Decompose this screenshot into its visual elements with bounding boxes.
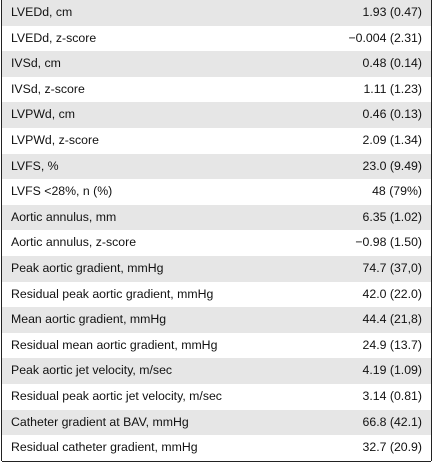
row-label: LVFS, % — [11, 158, 59, 173]
table-row — [2, 358, 431, 384]
row-value: 1.11 (1.23) — [363, 81, 422, 96]
row-label: Mean aortic gradient, mmHg — [11, 312, 167, 327]
row-label: LVFS <28%, n (%) — [11, 184, 113, 199]
row-value: 1.93 (0.47) — [362, 5, 422, 19]
table-row — [2, 384, 431, 410]
row-value: 24.9 (13.7) — [362, 337, 422, 352]
row-label: Catheter gradient at BAV, mmHg — [11, 414, 189, 429]
row-value: 44.4 (21,8) — [362, 312, 422, 327]
row-label: Residual peak aortic jet velocity, m/sec — [11, 388, 222, 403]
row-value: 0.46 (0.13) — [362, 107, 422, 122]
table-row — [2, 51, 431, 77]
table-row — [2, 333, 431, 359]
table-row — [2, 256, 431, 282]
table-row — [2, 282, 431, 308]
row-value: −0.004 (2.31) — [348, 30, 422, 45]
measurements-table — [2, 0, 431, 462]
table-row — [2, 0, 431, 26]
table-row — [2, 435, 431, 461]
row-value: 0.48 (0.14) — [362, 56, 422, 71]
row-value: 32.7 (20.9) — [302, 435, 431, 461]
measurements-table-container — [1, 0, 432, 461]
row-value: 66.8 (42.1) — [362, 414, 422, 429]
row-value: 42.0 (22.0) — [362, 286, 422, 301]
row-value: 23.0 (9.49) — [362, 158, 422, 173]
row-label: Peak aortic jet velocity, m/sec — [11, 363, 173, 378]
row-label: Residual catheter gradient, mmHg — [2, 435, 302, 461]
table-row — [2, 230, 431, 256]
row-label: Residual mean aortic gradient, mmHg — [11, 337, 218, 352]
row-label: IVSd, cm — [11, 56, 61, 71]
table-row — [2, 26, 431, 52]
row-label: LVEDd, z-score — [11, 30, 97, 45]
table-row — [2, 102, 431, 128]
table-row — [2, 205, 431, 231]
row-label: Residual peak aortic gradient, mmHg — [11, 286, 214, 301]
table-row — [2, 154, 431, 180]
table-row — [2, 307, 431, 333]
table-row — [2, 77, 431, 103]
table-row — [2, 410, 431, 436]
row-label: LVEDd, cm — [11, 5, 73, 19]
table-row — [2, 179, 431, 205]
row-value: 6.35 (1.02) — [362, 209, 422, 224]
row-value: 2.09 (1.34) — [362, 132, 422, 147]
row-label: Peak aortic gradient, mmHg — [11, 260, 164, 275]
row-value: −0.98 (1.50) — [355, 235, 422, 250]
row-value: 74.7 (37,0) — [362, 260, 422, 275]
row-label: LVPWd, z-score — [11, 132, 99, 147]
row-value: 3.14 (0.81) — [362, 388, 422, 403]
row-value: 4.19 (1.09) — [362, 363, 422, 378]
table-row — [2, 128, 431, 154]
row-label: LVPWd, cm — [11, 107, 75, 122]
row-label: Aortic annulus, mm — [11, 209, 117, 224]
row-label: Aortic annulus, z-score — [11, 235, 137, 250]
row-label: IVSd, z-score — [11, 81, 85, 96]
row-value: 48 (79%) — [372, 184, 422, 199]
